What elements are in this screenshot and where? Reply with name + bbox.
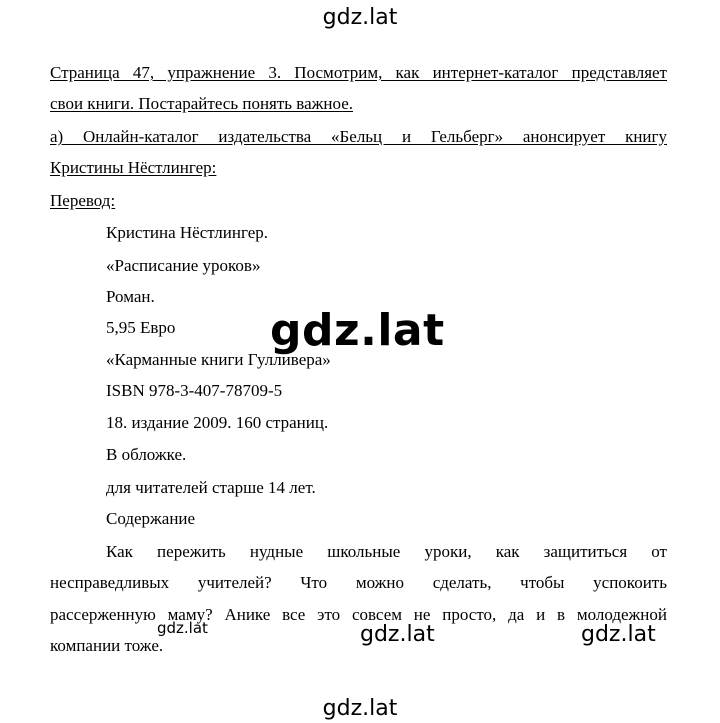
content-line-1: Как пережить нудные школьные уроки, как защититься от xyxy=(106,542,667,561)
book-series: «Карманные книги Гулливера» xyxy=(106,350,331,369)
task-line-1: Страница 47, упражнение 3. Посмотрим, как интернет-каталог представляет xyxy=(50,63,667,82)
book-author: Кристина Нёстлингер. xyxy=(106,223,268,242)
task-line-4: Кристины Нёстлингер: xyxy=(50,158,217,177)
book-audience: для читателей старше 14 лет. xyxy=(106,478,316,497)
watermark-top: gdz.lat xyxy=(322,5,398,30)
watermark-bottom-mid: gdz.lat xyxy=(360,622,435,647)
translation-label: Перевод: xyxy=(50,191,116,210)
book-edition: 18. издание 2009. 160 страниц. xyxy=(106,413,329,432)
content-line-2: несправедливых учителей? Что можно сделать, чтобы успокоить xyxy=(50,573,667,592)
content-line-3: рассерженную маму? Анике все это совсем не просто, да и в молодежной xyxy=(50,605,667,624)
watermark-footer: gdz.lat xyxy=(322,696,398,721)
book-title: «Расписание уроков» xyxy=(106,256,261,275)
book-binding: В обложке. xyxy=(106,445,187,464)
book-isbn: ISBN 978-3-407-78709-5 xyxy=(106,381,283,400)
book-genre: Роман. xyxy=(106,287,155,306)
task-line-3: а) Онлайн-каталог издательства «Бельц и Гельберг» анонсирует книгу xyxy=(50,127,667,146)
content-line-4: компании тоже. xyxy=(50,636,164,655)
book-price: 5,95 Евро xyxy=(106,318,176,337)
watermark-bottom-right: gdz.lat xyxy=(581,622,656,647)
watermark-center: gdz.lat xyxy=(270,305,445,356)
content-label: Содержание xyxy=(106,509,196,528)
task-line-2: свои книги. Постарайтесь понять важное. xyxy=(50,94,353,113)
watermark-small: gdz.lat xyxy=(157,619,208,637)
